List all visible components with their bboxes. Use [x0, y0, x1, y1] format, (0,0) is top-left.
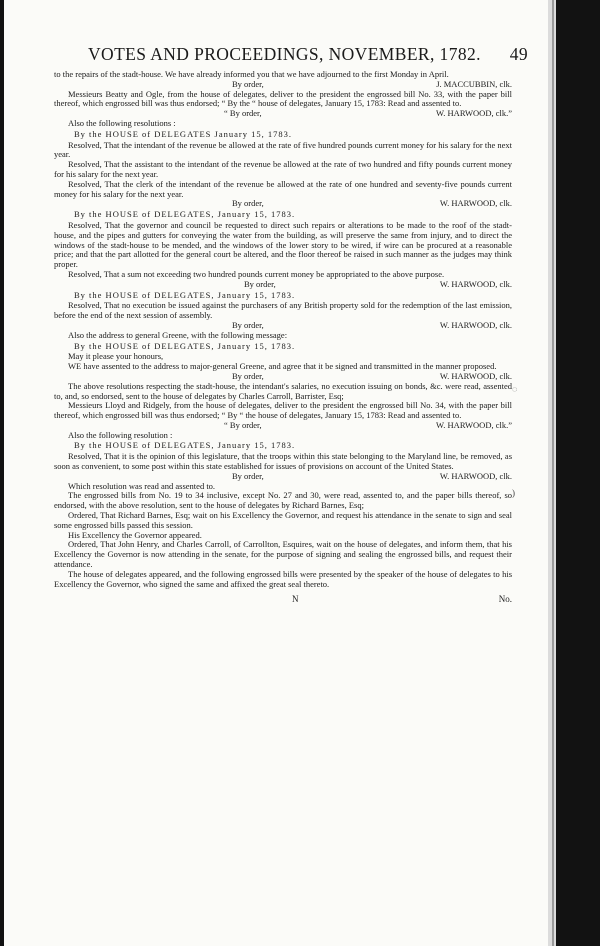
paragraph: The engrossed bills from No. 19 to 34 inclusive, except No. 27 and 30, were read, assented to, and the paper bills thereof, so endorsed, with the above resolution, sent to the house of delegates by Richard Barnes, Esq;	[54, 490, 512, 511]
resolution: Resolved, That the assistant to the intendant of the revenue be allowed at the rate of two hundred and fifty pounds current money for his salary for the next year.	[54, 159, 512, 179]
document-body	[54, 70, 512, 605]
section-heading: By the HOUSE of DELEGATES January 15, 1783.	[74, 128, 292, 139]
paragraph: Messieurs Lloyd and Ridgely, from the house of delegates, deliver to the president the engrossed bill No. 34, with the paper bill thereof, which engrossed bill was thus endorsed; “ By “ the house of delegates, January 15, 1783: Read and assented to.	[54, 400, 512, 421]
resolution: Resolved, That the governor and council be requested to direct such repairs or alterations to be made to the roof of the stadt-house, and the pipes and gutters for conveying the water from the building, as will preserve the same from injury, and to direct the windows of the stadt-house to be mended, and the windows of the lower story to be wired, if wire can be procured at a reasonable price; and that the part allotted for the general court be altered, and the floor thereof be raised in such manner as the judges may think proper.	[54, 219, 512, 270]
header-title: VOTES AND PROCEEDINGS, NOVEMBER, 1782.	[88, 44, 481, 64]
order: Ordered, That Richard Barnes, Esq; wait on his Excellency the Governor, and request his attendance in the senate to sign and seal some engrossed bills passed this session.	[54, 510, 512, 530]
signature-by: “ By order,	[224, 108, 262, 119]
page-edge-shadow	[552, 0, 554, 946]
running-header	[88, 44, 528, 66]
section-heading: By the HOUSE of DELEGATES, January 15, 1783.	[74, 440, 296, 451]
catchword: No.	[498, 594, 512, 605]
signature-name: W. HARWOOD, clk.	[439, 198, 512, 209]
signature-name: W. HARWOOD, clk.	[439, 470, 512, 481]
resolution: Resolved, That no execution be issued against the purchasers of any British property sold for the redemption of the last emission, before the end of the next session of assembly.	[54, 300, 512, 321]
paragraph: Also the following resolutions :	[68, 117, 176, 128]
paragraph: The house of delegates appeared, and the following engrossed bills were presented by the speaker of the house of delegates to his Excellency the Governor, who signed the same and affixed the great seal thereto.	[54, 568, 512, 589]
signature-mark: N	[292, 594, 299, 605]
paragraph: Also the address to general Greene, with the following message:	[68, 329, 288, 340]
resolution: Resolved, That the intendant of the revenue be allowed at the rate of five hundred pounds current money for his salary for the next year.	[54, 139, 512, 160]
salutation: May it please your honours,	[68, 351, 164, 362]
margin-mark: ◌	[512, 384, 518, 394]
signature-name: W. HARWOOD, clk.	[439, 370, 512, 381]
order: Ordered, That John Henry, and Charles Carroll, of Carrollton, Esquires, wait on the house of delegates, and inform them, that his Excellency the Governor is now attending in the senate, for the purpose of signing and sealing the engrossed bills, and request their attendance.	[54, 539, 512, 570]
resolution: Resolved, That it is the opinion of this legislature, that the troops within this state belonging to the Maryland line, be removed, as soon as convenient, to some post within this state established for issues of provisions on account of the United States.	[54, 451, 512, 472]
document-page	[4, 0, 548, 946]
page-number: 49	[509, 44, 528, 64]
section-heading: By the HOUSE of DELEGATES, January 15, 1783.	[74, 340, 296, 351]
signature-line	[54, 280, 512, 290]
paragraph: Which resolution was read and assented to.	[68, 480, 216, 491]
paragraph: to the repairs of the stadt-house. We have already informed you that we have adjourned to the first Monday in April.	[54, 69, 449, 79]
signature-by: By order,	[232, 370, 264, 381]
signature-by: “ By order,	[224, 419, 262, 430]
margin-mark: )	[512, 488, 515, 498]
page-footer	[54, 595, 512, 605]
resolution: Resolved, That a sum not exceeding two hundred pounds current money be appropriated to the above purpose.	[68, 268, 445, 279]
paragraph: Also the following resolution :	[68, 429, 173, 440]
paragraph: The above resolutions respecting the stadt-house, the intendant's salaries, no execution issuing on bonds, &c. were read, assented to, and, so endorsed, sent to the house of delegates by Charles Carroll, Barrister, Esq;	[54, 380, 512, 401]
paragraph: His Excellency the Governor appeared.	[68, 529, 202, 540]
signature-name: W. HARWOOD, clk.	[439, 278, 512, 289]
signature-by: By order,	[232, 319, 264, 330]
paragraph: Messieurs Beatty and Ogle, from the house of delegates, deliver to the president the engrossed bill No. 33, with the paper bill thereof, which engrossed bill was thus endorsed; “ By the “ house of delegates, January 15, 1783: Read and assented to.	[54, 88, 512, 109]
signature-name: W. HARWOOD, clk.”	[436, 419, 512, 430]
message: WE have assented to the address to major-general Greene, and agree that it be signed and transmitted in the manner proposed.	[68, 361, 497, 372]
signature-by: By order,	[232, 198, 264, 209]
signature-by: By order,	[244, 278, 276, 289]
signature-name: J. MACCUBBIN, clk.	[436, 78, 512, 89]
section-heading: By the HOUSE of DELEGATES, January 15, 1783.	[74, 289, 296, 300]
signature-name: W. HARWOOD, clk.	[439, 319, 512, 330]
signature-line	[54, 199, 512, 209]
section-heading: By the HOUSE of DELEGATES, January 15, 1783.	[74, 209, 296, 220]
signature-by: By order,	[232, 470, 264, 481]
scan-border-right	[556, 0, 600, 946]
signature-name: W. HARWOOD, clk.”	[436, 108, 512, 119]
resolution: Resolved, That the clerk of the intendant of the revenue be allowed at the rate of one hundred and seventy-five pounds current money for his salary for the next year.	[54, 178, 512, 199]
signature-by: By order,	[232, 78, 264, 89]
